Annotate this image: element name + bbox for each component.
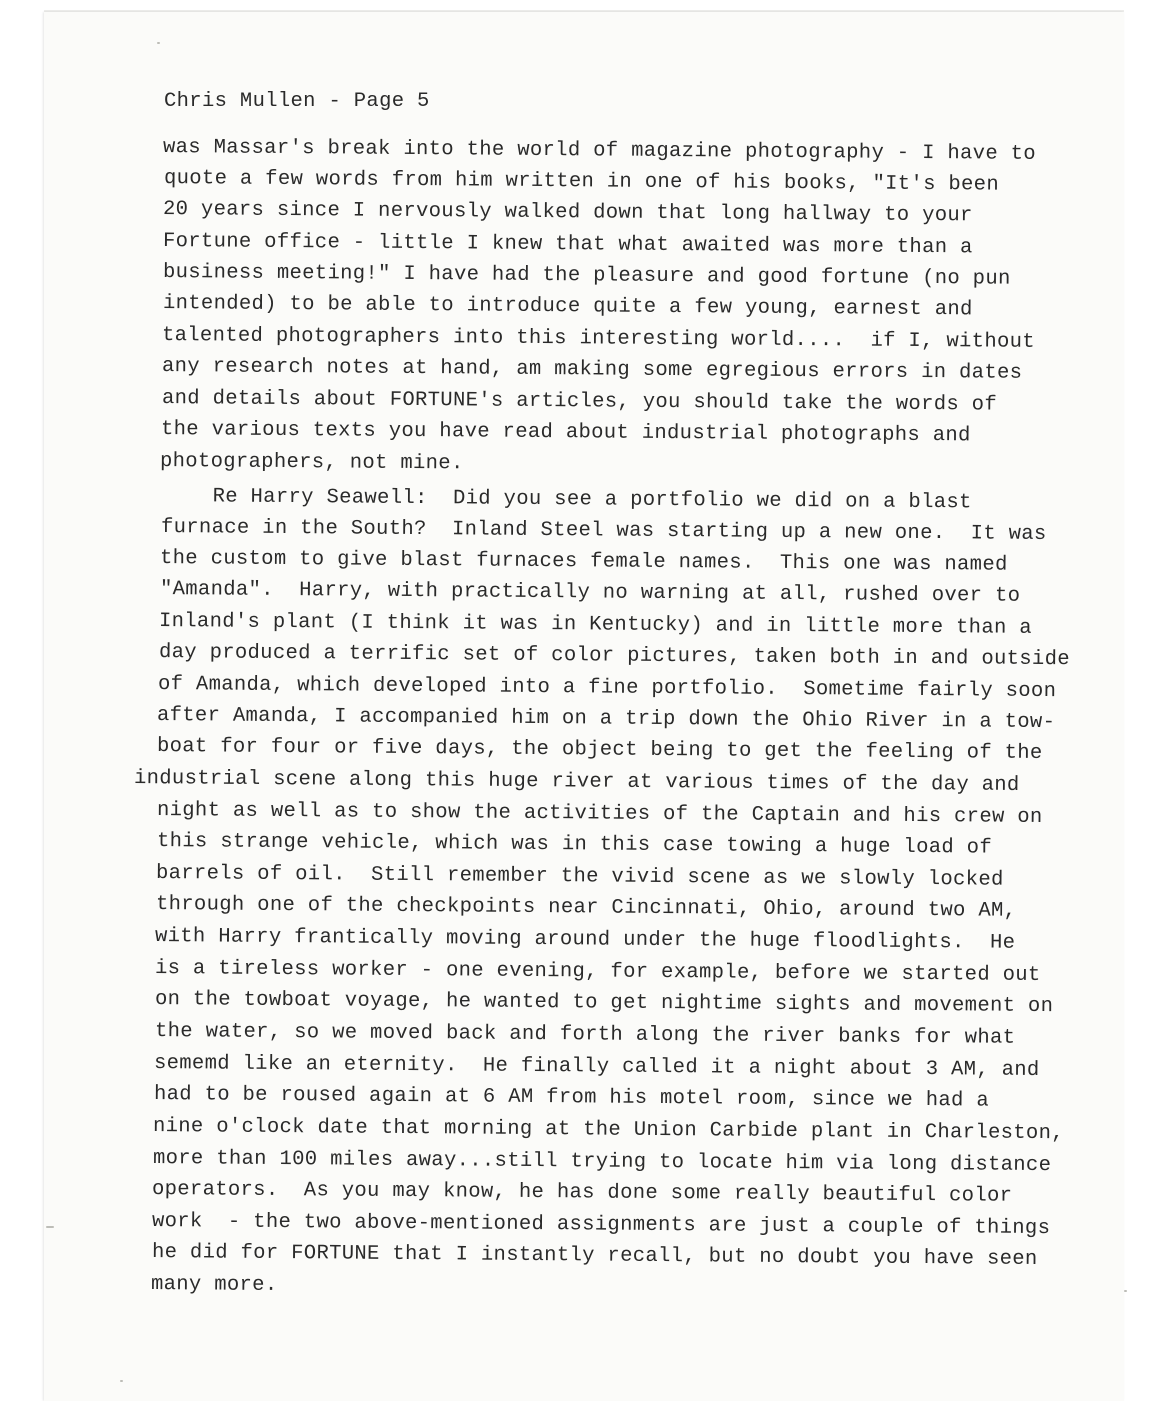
text-line: "Amanda". Harry, with practically no warning at all, rushed over to: [159, 578, 1021, 608]
text-line: through one of the checkpoints near Cincinnati, Ohio, around two AM,: [155, 893, 1017, 923]
text-line: 20 years since I nervously walked down that long hallway to your: [162, 198, 973, 228]
text-line: business meeting!" I have had the pleasure and good fortune (no pun: [162, 261, 1011, 291]
page-header: Chris Mullen - Page 5: [164, 90, 430, 113]
text-line: had to be roused again at 6 AM from his motel room, since we had a: [153, 1083, 990, 1113]
text-line: any research notes at hand, am making some egregious errors in dates: [161, 355, 1023, 385]
text-line: more than 100 miles away...still trying to locate him via long distance: [152, 1147, 1052, 1178]
paper-speck: [120, 1380, 123, 1382]
paper-speck: [1124, 1290, 1127, 1292]
text-line: many more.: [150, 1273, 278, 1297]
text-line: day produced a terrific set of color pictures, taken both in and outside: [158, 641, 1071, 672]
text-line: the custom to give blast furnaces female names. This one was named: [159, 547, 1008, 577]
text-line: night as well as to show the activities of the Captain and his crew on: [156, 799, 1043, 829]
paper-speck: [157, 42, 160, 44]
text-line: the various texts you have read about industrial photographs and: [160, 418, 971, 448]
text-line: with Harry frantically moving around under the huge floodlights. He: [154, 925, 1016, 955]
text-line: industrial scene along this huge river at various times of the day and: [133, 767, 1020, 797]
text-line: intended) to be able to introduce quite a few young, earnest and: [162, 292, 973, 322]
text-line: the water, so we moved back and forth along the river banks for what: [154, 1020, 1016, 1050]
text-line: work - the two above-mentioned assignments are just a couple of things: [151, 1210, 1051, 1241]
text-line: after Amanda, I accompanied him on a trip down the Ohio River in a tow-: [156, 704, 1056, 735]
text-line: talented photographers into this interesting world.... if I, without: [161, 324, 1036, 354]
text-line: boat for four or five days, the object being to get the feeling of the: [156, 735, 1043, 765]
text-line: nine o'clock date that morning at the Union Carbide plant in Charleston,: [152, 1115, 1065, 1146]
paper-speck: [46, 1226, 54, 1228]
text-line: Fortune office - little I knew that what awaited was more than a: [162, 230, 973, 260]
text-line: he did for FORTUNE that I instantly recall, but no doubt you have seen: [151, 1241, 1038, 1271]
text-line: is a tireless worker - one evening, for example, before we started out: [154, 957, 1041, 987]
text-line: Inland's plant (I think it was in Kentucky) and in little more than a: [158, 610, 1033, 640]
text-line: this strange vehicle, which was in this case towing a huge load of: [156, 830, 993, 860]
text-line: was Massar's break into the world of magazine photography - I have to: [162, 136, 1037, 166]
text-line: Re Harry Seawell: Did you see a portfolio we did on a blast: [161, 485, 972, 515]
text-line: on the towboat voyage, he wanted to get nightime sights and movement on: [154, 988, 1054, 1019]
text-line: and details about FORTUNE's articles, you should take the words of: [161, 387, 998, 417]
text-line: operators. As you may know, he has done some really beautiful color: [151, 1178, 1013, 1208]
text-line: sememd like an eternity. He finally called it a night about 3 AM, and: [153, 1052, 1040, 1082]
text-line: photographers, not mine.: [159, 450, 464, 476]
text-line: furnace in the South? Inland Steel was starting up a new one. It was: [160, 516, 1047, 546]
text-line: quote a few words from him written in one of his books, "It's been: [163, 167, 1000, 197]
text-line: barrels of oil. Still remember the vivid scene as we slowly locked: [155, 862, 1004, 892]
text-line: of Amanda, which developed into a fine portfolio. Sometime fairly soon: [157, 673, 1057, 704]
